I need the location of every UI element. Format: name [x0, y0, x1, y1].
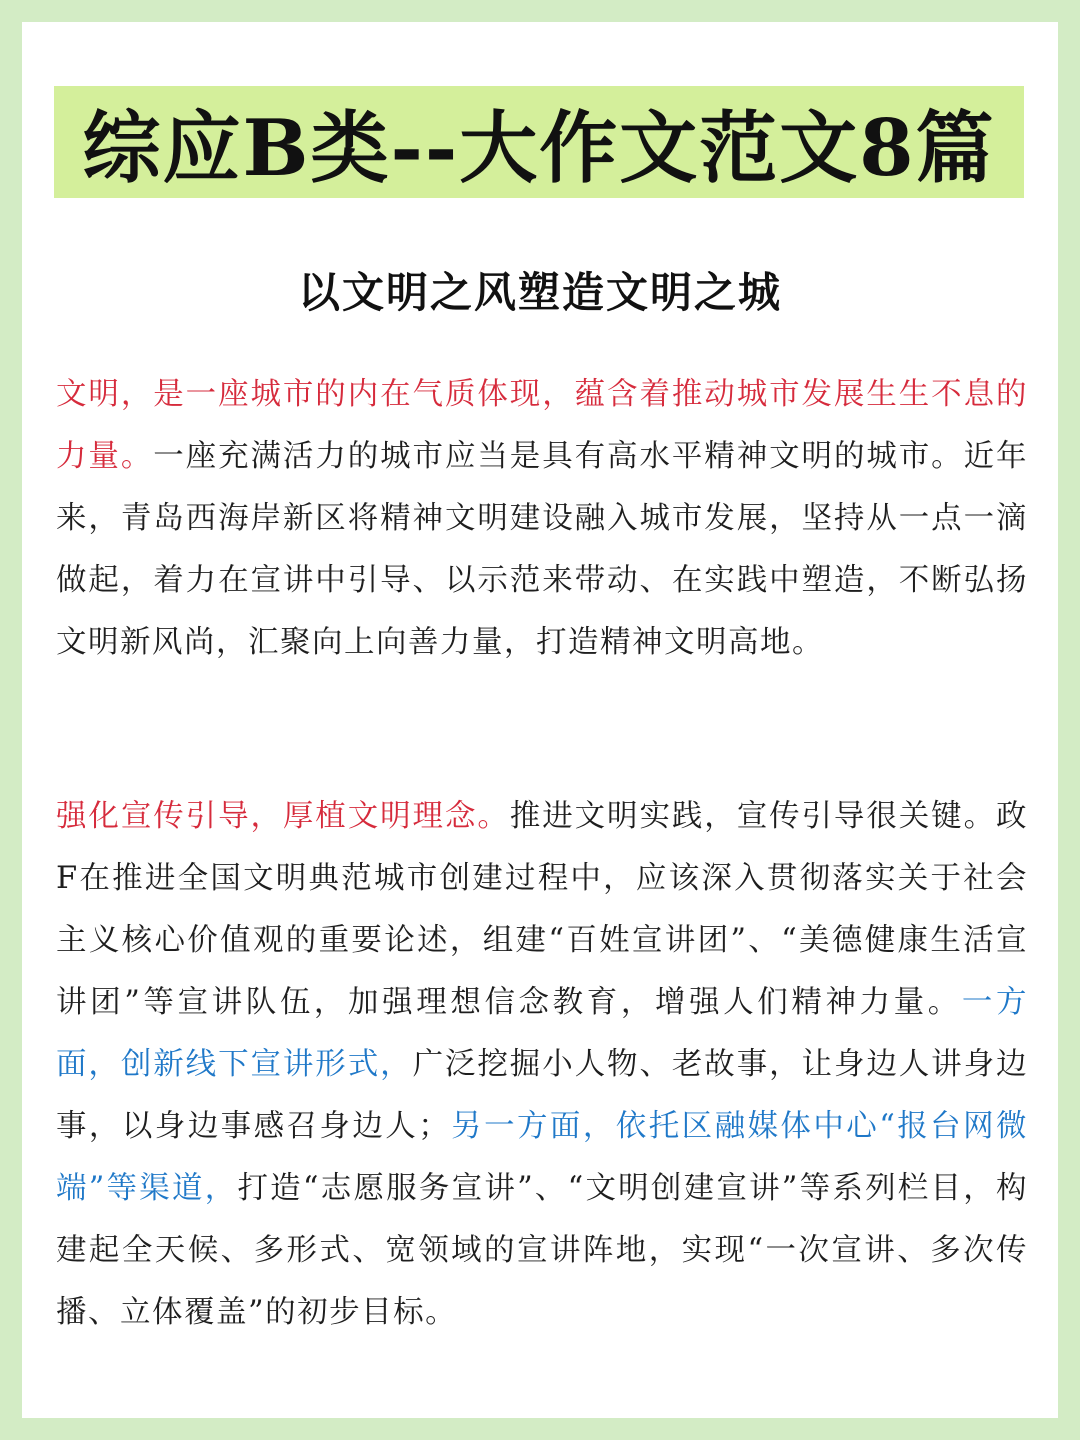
- paragraph-2: [56, 786, 1028, 1344]
- paragraph-1-highlight: 文明，是一座城市的内在气质体现，蕴含着推动城市发展生生不息的力量。: [56, 377, 1028, 474]
- title-banner: [54, 86, 1024, 198]
- paragraph-1: [56, 364, 1028, 674]
- essay-title: 以文明之风塑造文明之城: [297, 268, 782, 317]
- paragraph-2-highlight: 强化宣传引导，厚植文明理念。: [56, 799, 510, 834]
- document-page: [22, 22, 1058, 1418]
- paragraph-1-text: 一座充满活力的城市应当是具有高水平精神文明的城市。近年来，青岛西海岸新区将精神文明建设融入城市发展，坚持从一点一滴做起，着力在宣讲中引导、以示范来带动、在实践中塑造，不断弘扬文明新风尚，汇聚向上向善力量，打造精神文明高地。: [56, 439, 1029, 660]
- paragraph-2-text-2: 广泛挖掘小人物、老故事，让身边人讲身边事，以身边事感召身边人；: [56, 1047, 1029, 1144]
- paragraph-2-text-1: 推进文明实践，宣传引导很关键。政F在推进全国文明典范城市创建过程中，应该深入贯彻落实关于社会主义核心价值观的重要论述，组建“百姓宣讲团”、“美德健康生活宣讲团”等宣讲队伍，加强理想信念教育，增强人们精神力量。: [56, 799, 1029, 1020]
- paragraph-2-text-3: 打造“志愿服务宣讲”、“文明创建宣讲”等系列栏目，构建起全天候、多形式、宽领域的宣讲阵地，实现“一次宣讲、多次传播、立体覆盖”的初步目标。: [56, 1171, 1028, 1330]
- paragraph-2-blue-2: 另一方面，依托区融媒体中心“报台网微端”等渠道，: [56, 1109, 1029, 1206]
- page-title: 综应B类--大作文范文8篇: [82, 103, 996, 194]
- paragraph-2-blue-1: 一方面，创新线下宣讲形式，: [56, 985, 1029, 1082]
